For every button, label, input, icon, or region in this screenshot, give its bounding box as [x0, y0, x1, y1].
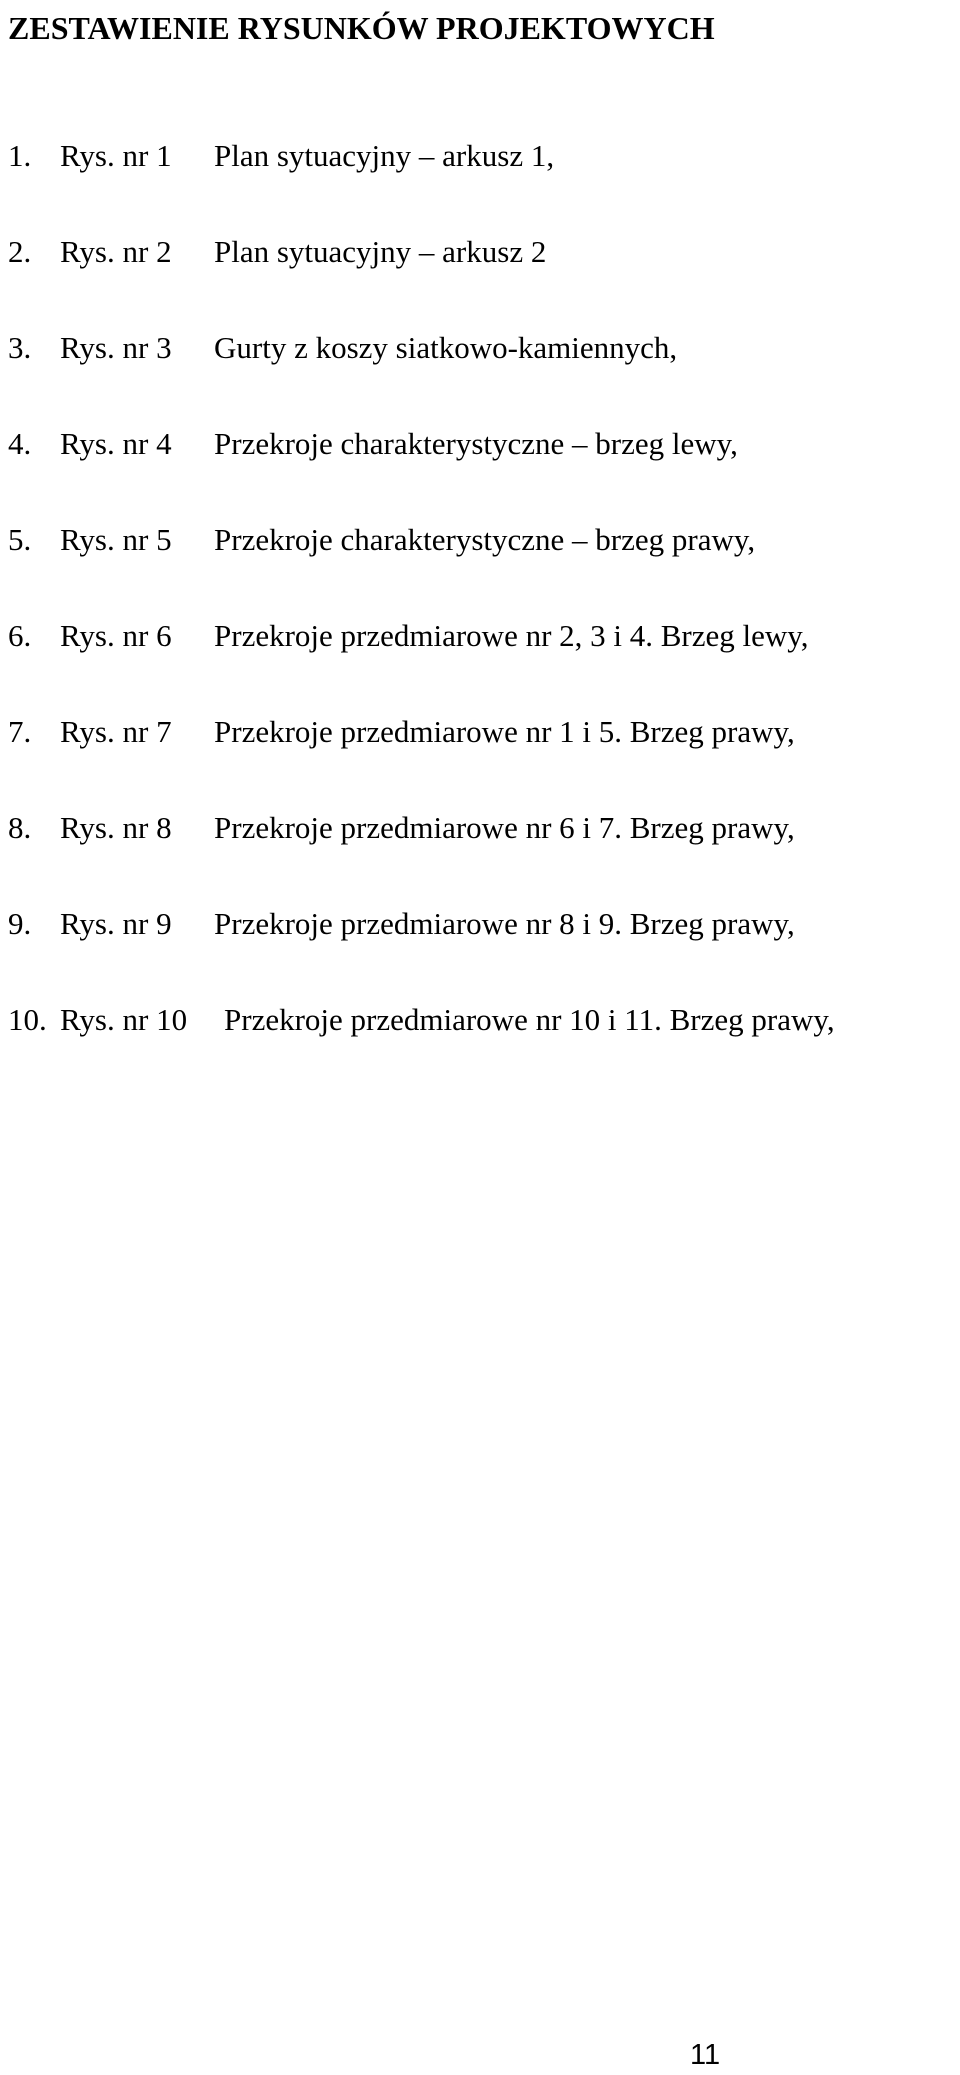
drawing-title: Plan sytuacyjny – arkusz 1,: [214, 138, 555, 173]
drawing-ref: Rys. nr 8: [60, 810, 172, 845]
item-number: 7.: [8, 714, 32, 749]
drawing-ref: Rys. nr 2: [60, 234, 172, 269]
drawing-ref: Rys. nr 1: [60, 138, 172, 173]
drawing-title: Przekroje przedmiarowe nr 6 i 7. Brzeg prawy,: [214, 810, 795, 845]
drawing-ref: Rys. nr 6: [60, 618, 172, 653]
drawing-ref: Rys. nr 4: [60, 426, 172, 461]
drawing-title: Przekroje przedmiarowe nr 1 i 5. Brzeg prawy,: [214, 714, 795, 749]
item-number: 10.: [8, 1002, 47, 1037]
drawing-title: Przekroje przedmiarowe nr 8 i 9. Brzeg prawy,: [214, 906, 795, 941]
drawing-title: Przekroje przedmiarowe nr 2, 3 i 4. Brzeg lewy,: [214, 618, 809, 653]
page-number: 11: [690, 2039, 721, 2071]
drawing-ref: Rys. nr 3: [60, 330, 172, 365]
drawing-title: Przekroje charakterystyczne – brzeg lewy,: [214, 426, 738, 461]
drawing-title: Przekroje charakterystyczne – brzeg prawy,: [214, 522, 756, 557]
item-number: 6.: [8, 618, 32, 653]
section-heading: ZESTAWIENIE RYSUNKÓW PROJEKTOWYCH: [8, 10, 715, 46]
drawing-ref: Rys. nr 9: [60, 906, 172, 941]
drawing-ref: Rys. nr 10: [60, 1002, 188, 1037]
drawing-ref: Rys. nr 5: [60, 522, 172, 557]
drawing-title: Plan sytuacyjny – arkusz 2: [214, 234, 547, 269]
drawing-ref: Rys. nr 7: [60, 714, 172, 749]
drawing-title: Przekroje przedmiarowe nr 10 i 11. Brzeg prawy,: [224, 1002, 835, 1037]
item-number: 1.: [8, 138, 32, 173]
item-number: 9.: [8, 906, 32, 941]
item-number: 4.: [8, 426, 32, 461]
item-number: 3.: [8, 330, 32, 365]
item-number: 8.: [8, 810, 32, 845]
item-number: 2.: [8, 234, 32, 269]
drawing-title: Gurty z koszy siatkowo-kamiennych,: [214, 330, 678, 365]
item-number: 5.: [8, 522, 32, 557]
